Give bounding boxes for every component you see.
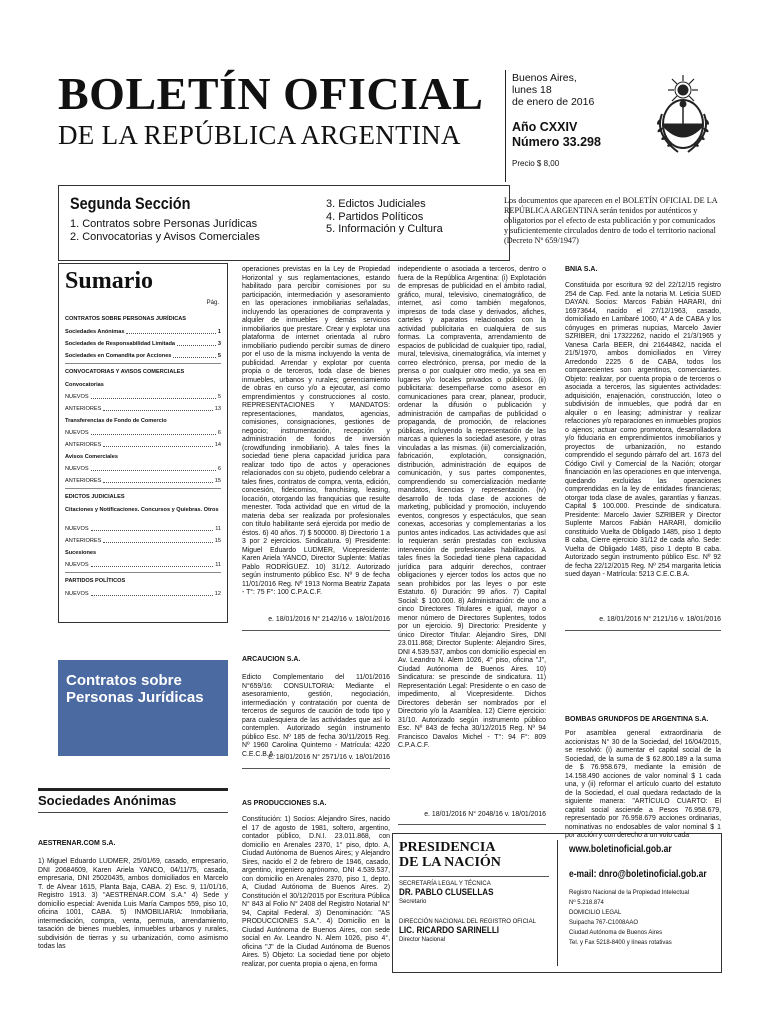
direccion-label: DIRECCIÓN NACIONAL DEL REGISTRO OFICIAL [399,919,536,925]
section-item: 3. Edictos Judiciales [326,198,426,210]
section-banner-line1: Contratos sobre [66,672,182,689]
article-body: independiente o asociada a terceros, dentro o fuera de la República Argentina: (i) Explotación de empresas de publicidad en el ámbito radial, gráfico, mural, televisivo, cinematográfico, de internet, así como también megafonos, impresos de toda clase y derivados, afiches, carteles y aparatos relacionados con la actividad publicitaria en cualquiera de sus formas. La compraventa, arrendamiento de espacios de publicidad de cualquier tipo, radial, mural, televisiva, cinematográfica, vía internet y correo electrónico, prensa, por medio de la prensa o por cualquier otro medio, ya sea en lugares y/o locales privados o públicos. (ii) publicitaria: desempeñarse como asesor en comunicaciones para crear, planear, producir, ordenar la difusión o publicación y administración de campañas de publicidad o propaganda, de promoción, de relaciones públicas, incluyendo la representación de las marcas a quienes la sociedad asesore, y otras vinculadas a las mismas. (iii) comercialización, fabricación, explotación, consignación, distribución, administración de equipos de comunicación, y sus partes componentes, comprendiendo su comercialización mediante mandatos, licencias y representación. (iv) desarrollo de toda clase de acciones de marketing, publicidad y promoción, incluyendo eventos, congresos y espectáculos, que sean conexas, accesorias y complementarias a los puntos antes indicados. Las actividades que así lo requieran serán prestadas con exclusiva intervención de profesionales habilitados. A tales fines la Sociedad tiene plena capacidad jurídica para adquirir derechos, contraer obligaciones y ejercer todos los actos que no sean prohibidos por las leyes o por este Estatuto. 6) Duración: 99 años. 7) Capital Social: $ 100.000. 8) Administración: de uno a cinco Directores Titulares e igual, mayor o menor número de Directores Suplentes, todos por un ejercicio. 9) Directorio: Presidente y único Director Titular: Alejandro Sires, DNI 23.011.868; Director Suplente: Alejandro Sires, DNI 4.539.537, ambos con domicilio especial en Av. Leandro N. Alem 1026, 4° piso, oficina "J", Ciudad Autónoma de Buenos Aires. 10) Sindicatura: se prescinde de sindicatura. 11) Representación Legal: Presidente o en caso de impedimento, al Vicepresidente. Dichos Directores deberán ser nombrados por el Directorio y/o la Asamblea. 12) Cierre ejercicio: 31/10. Autorizado según instrumento público Esc. Nº 843 de fecha 30/12/2015 Reg. Nº 94 Francisco Davalos Michel - T°: 94 F°: 809 C.P.A.C.F. [398,266,546,749]
section-title: Segunda Sección [70,194,191,213]
article-title: BNIA S.A. [565,266,598,273]
website-link[interactable]: www.boletinoficial.gob.ar [569,844,672,855]
leader-dots [126,329,215,334]
issue-place-line2: lunes 18 [512,84,552,96]
contact-line: Nº 5.218.874 [569,900,604,906]
leader-dots [103,538,212,543]
director-name: LIC. RICARDO SARINELLI [399,925,500,936]
sumario-entry-label: NUEVOS [65,394,89,400]
national-seal-icon [648,74,718,156]
sumario-page-number: 11 [215,526,221,532]
sumario-entry-label: Sociedades de Responsabilidad Limitada [65,341,176,347]
article-body: Edicto Complementario del 11/01/2016 N°659/16: CONSULTORIA: Mediante el asesoramiento, gestión, negociación, intermediación y contratación por cuenta de terceros de seguros de caución de todo tipo y para cualesquiera de las actividades que así lo contemplen. Autorizado según instrumento público Esc. Nº 185 de fecha 30/11/2015 Reg. Nº 1960 Carolina Quinterno - Matrícula: 4220 C.E.C.B.A. [242,674,390,758]
sumario-entry-label: NUEVOS [65,430,89,436]
issue-place-line1: Buenos Aires, [512,72,577,84]
article-title: BOMBAS GRUNDFOS DE ARGENTINA S.A. [565,716,709,723]
article-title: AESTRENAR.COM S.A. [38,840,116,847]
sumario-entry: Avisos Comerciales [65,454,118,460]
sumario-heading: CONTRATOS SOBRE PERSONAS JURÍDICAS [65,316,187,322]
sumario-entry[interactable] [65,341,221,348]
masthead-subtitle: DE LA REPÚBLICA ARGENTINA [58,120,461,150]
contact-info [569,844,717,948]
section-item: 1. Contratos sobre Personas Jurídicas [70,218,258,230]
article-rule [398,824,546,825]
article-signature: e. 18/01/2016 N° 2048/16 v. 18/01/2016 [424,811,546,818]
sumario-entry-label: ANTERIORES [65,406,102,412]
presidencia-separator [557,840,558,966]
sumario-entry-label: Sociedades en Comandita por Acciones [65,353,172,359]
article-body: Constitución: 1) Socios: Alejandro Sires, nacido el 17 de agosto de 1981, soltero, argentino, contador público, D.N.I. 23.011.868, con domicilio en Arenales 2370, 1° piso, dpto. A, Ciudad Autónoma de Buenos Aires; y Alejandro Sires, nacido el 2 de febrero de 1946, casado, argentino, ingeniero agrónomo, DNI 4.539.537, con domicilio en Arenales 2370, piso 1, depto. A, Ciudad Autónoma de Buenos Aires. 2) Constitución el 30/12/2015 por Escritura Pública N° 843 al Folio N° 2408 del Registro Notarial N° 94, Capital Federal. 3) Denominación: "AS PRODUCCIONES S.A.". 4) Domicilio en la Ciudad Autónoma de Buenos Aires, con sede social en Av. Leandro N. Alem 1026, piso 4°, oficina "J" de la Ciudad Autónoma de Buenos Aires. 5) Objeto: La sociedad tiene por objeto realizar, por cuenta propia o ajena, en forma [242,816,390,968]
sumario-entry[interactable] [65,353,221,360]
leader-dots [91,526,214,531]
sumario-entry-label: ANTERIORES [65,538,102,544]
article-signature: e. 18/01/2016 N° 2571/16 v. 18/01/2016 [268,754,390,761]
issue-year: Año CXXIV [512,120,578,134]
heading-rule [38,812,228,813]
presidencia-divider [399,876,549,877]
masthead-divider [505,70,506,182]
sumario-entry[interactable] [65,526,221,533]
section-list-right [326,198,443,236]
contact-line: Suipacha 767-C1008AAO [569,920,639,926]
secretario-role: Secretario [399,899,427,905]
sumario-entry: Sucesiones [65,550,97,556]
section-band [58,188,498,258]
sumario-page-label: Pág. [206,300,219,306]
contact-line: Registro Nacional de la Propiedad Intelectual [569,890,690,896]
leader-dots [91,466,216,471]
sumario-entry-label: NUEVOS [65,466,89,472]
leader-dots [103,442,212,447]
article-signature: e. 18/01/2016 N° 2142/16 v. 18/01/2016 [268,616,390,623]
section-banner [58,660,228,756]
sumario-entry[interactable] [65,329,221,336]
sumario-page-number: 11 [215,562,221,568]
director-role: Director Nacional [399,937,446,943]
sumario-rule [65,363,221,364]
secretario-name: DR. PABLO CLUSELLAS [399,887,494,898]
sumario-page-number: 15 [214,538,221,544]
leader-dots [91,562,214,567]
article-rule [242,768,390,769]
sumario-entry-label: NUEVOS [65,591,89,597]
sumario-entry[interactable] [65,466,221,473]
issue-price: Precio $ 8,00 [512,159,560,168]
presidencia-credits [399,840,549,943]
sumario-entry[interactable] [65,442,221,449]
legal-notice: Los documentos que aparecen en el BOLETÍN OFICIAL DE LA REPÚBLICA ARGENTINA serán tenidos por auténticos y obligatorios por el efecto de esta publicación y por comunicados y suficientemente circulados dentro de todo el territorio nacional (Decreto Nº 659/1947) [504,196,718,245]
sumario-page-number: 6 [217,466,221,472]
sumario-entry: Citaciones y Notificaciones. Concursos y Quiebras. Otros [65,507,219,513]
contact-line: Ciudad Autónoma de Buenos Aires [569,930,663,936]
sumario-heading: PARTIDOS POLÍTICOS [65,578,126,584]
sumario-entry[interactable] [65,538,221,545]
sumario-page-number: 15 [214,478,221,484]
sumario-entry[interactable] [65,430,221,437]
sumario-entry: Convocatorias [65,382,104,388]
sumario-title: Sumario [65,268,154,294]
section-item: 4. Partidos Políticos [326,210,424,223]
issue-number: Número 33.298 [512,135,601,149]
sumario-page-number: 5 [217,394,221,400]
article-body: Constituida por escritura 92 del 22/12/15 registro 254 de Cap. Fed. ante la notaria M. Leticia SUED DAYAN. Socios: Marcos Fabián HARARI, dni 16973644, nacido el 27/12/1963, casado, domiciliado en Lambaré 1060, 4° A de CABA y los cónyuges en primeras nupcias, Marcelo Javier SZRIBER, dni 17322262, nacido el 21/3/1965 y Vanesa Carla BEER, dni 21644842, nacida el 21/5/1970, ambos domiciliados en Virrey Arredondo 2225 6 de CABA, todos los comparecientes son argentinos, comerciantes. Objeto: realizar, por cuenta propia o de terceros o asociada a terceros, las siguientes actividades: adquisición, enajenación, construcción, loteo o subdivisión de inmuebles, que podrá dar en alquiler o en leasing; administrar y realizar refacciones y/o reparaciones en inmuebles propios o ajenos; actuar como promotora, desarrolladora y/o fiduciaria en emprendimientos inmobiliarios y proyectos de urbanización, no estando comprendido el segundo párrafo del art. 1673 del Código Civil y Comercial de la Nación; otorgar financiación en las operaciones en que intervenga, quedando excluidas las operaciones comprendidas en la ley de entidades financieras; otorgar toda clase de avales, garantías y fianzas. Capital $ 100.000. Prescinde de sindicatura. Presidente: Marcelo Javier SZRIBER y Director Suplente Marcos Fabián HARARI, domicilio constituido Vuelta de Obligado 1485, piso 1 depto B caba, Cierre ejercicio 31/12 de cada año. Sede: Vuelta de Obligado 1485, piso 1 depto B caba. Autorizado según instrumento público Esc. Nº 92 de fecha 22/12/2015 Reg. Nº 254 margarita leticia sued dayan - Matrícula: 5213 C.E.C.B.A. [565,282,721,578]
sumario-page-number: 12 [214,591,221,597]
sumario-entry: Transferencias de Fondo de Comercio [65,418,167,424]
sumario-page-number: 3 [217,341,221,347]
email-link[interactable]: e-mail: dnro@boletinoficial.gob.ar [569,869,707,880]
article-body: Por asamblea general extraordinaria de accionistas N° 30 de la Sociedad, del 16/04/2015, se resolvió: (i) aumentar el capital social de la Sociedad, de la suma de $ 62.800.189 a la suma de $ 76.958.679, mediante la emisión de 14.158.490 acciones de valor nominal $ 1 cada una, y (ii) reformar el artículo cuarto del estatuto de la Sociedad, el cual quedara redactado de la siguiente manera: "ARTÍCULO CUARTO: El capital social asciende a Pesos 76.958.679, representado por 76.958.679 acciones ordinarias, nominativas no endosables de valor nominal $ 1 por acción y con derecho a un voto cada [565,730,721,839]
issue-place-line3: de enero de 2016 [512,96,595,108]
sumario-page-number: 6 [217,430,221,436]
contact-details [569,888,717,948]
sumario-page-number: 1 [217,329,221,335]
sociedades-anonimas-heading: Sociedades Anónimas [38,793,177,808]
heading-rule [38,788,228,791]
sumario-rule [65,488,221,489]
section-item: 5. Información y Cultura [326,223,443,235]
sumario-entry-label: ANTERIORES [65,478,102,484]
article-rule [242,630,390,631]
sumario-entry[interactable] [65,591,221,598]
sumario-page-number: 14 [214,442,221,448]
sumario-heading: EDICTOS JUDICIALES [65,494,125,500]
leader-dots [173,353,215,358]
sumario-entry-label: ANTERIORES [65,442,102,448]
sumario-entry[interactable] [65,478,221,485]
sumario-entry[interactable] [65,394,221,401]
contact-line: DOMICILIO LEGAL [569,910,622,916]
sumario-entry-label: NUEVOS [65,562,89,568]
masthead-title: BOLETÍN OFICIAL [58,68,484,119]
secretaria-label: SECRETARÍA LEGAL Y TÉCNICA [399,881,491,887]
leader-dots [103,478,212,483]
leader-dots [91,430,216,435]
article-title: AS PRODUCCIONES S.A. [242,800,327,807]
section-list-left [70,218,260,243]
leader-dots [91,394,216,399]
article-body: operaciones previstas en la Ley de Propiedad Horizontal y sus reglamentaciones, estando habilitado para percibir comisiones por su participación, intermediación y asesoramiento en las operaciones inmobiliarias señaladas, incluyendo las operaciones de compraventa y alquiler de inmuebles y demás servicios inmobiliarios que prestare. Crear y explotar una plataforma de internet orientada al rubro inmobiliario pudiendo percibir sumas de dinero por el uso de la misma incluyendo la venta de publicidad. Arrendar y explotar por cuenta propia o de terceros, toda clase de bienes inmuebles, urbanos y rurales; gerenciamiento de obras en curso y/o a ejecutar, así como emprendimientos y construcciones al costo. REPRESENTACIONES Y MANDATOS: representaciones, mandatos, agencias, comisiones, consignaciones, gestiones de negocio; instrumentación, recepción y administración de fondos de inversión (crowdfunding inmobiliario). A tales fines la sociedad tiene plena capacidad jurídica para realizar todo tipo de actos y operaciones relacionados con su objeto, pudiendo celebrar a tales fines, contratos de compra, venta, edición, concesión, fideicomiso, franchising, leasing, locación, otorgando las franquicias que resulte menester. Toda actividad que en virtud de la materia deba ser realizada por profesionales con título habilitante será ejercida por medio de éstos. 6) 40 años. 7) $ 500000. 8) Directorio 1 a 3 por 2 ejercicios. Sindicatura. 9) Presidente: Miguel Eduardo LUDMER, Vicepresidente: Karen Ariela YANCO, Director Suplente: Matías Pablo RODRÍGUEZ. 10) 31/12. Autorizado según instrumento público Esc. Nº 9 de fecha 11/01/2016 Reg. Nº 1913 Norma Beatriz Zapata - T°: 75 F°: 100 C.P.A.C.F. [242,266,390,596]
sumario-entry[interactable] [65,406,221,413]
leader-dots [103,406,212,411]
sumario-page-number: 13 [214,406,221,412]
section-banner-line2: Personas Jurídicas [66,689,204,706]
contact-line: Tel. y Fax 5218-8400 y líneas rotativas [569,940,672,946]
presidencia-box [392,833,722,973]
presidencia-title-line1: PRESIDENCIA [399,840,496,855]
sumario-entry-label: NUEVOS [65,526,89,532]
sumario-box [58,263,228,623]
leader-dots [91,591,213,596]
sumario-entry-label: Sociedades Anónimas [65,329,125,335]
article-body: 1) Miguel Eduardo LUDMER, 25/01/69, casado, empresario, DNI 20684609, Karen Ariela YANCO, 04/11/75, casada, empresaria, DNI 25020435, ambos domiciliados en Marcelo T. de Alvear 1615, Planta Baja, CABA. 2) Esc. 9, 11/01/16, Registro 1913. 3) "AESTRENAR.COM S.A." 4) Sede y domicilio especial: Avenida Luis María Campos 559, piso 10, oficina 1001, CABA. 5) INMOBILIARIA: Inmobiliaria, intermediación, compra, venta, permuta, arrendamiento, tasación de bienes muebles, inmuebles urbanos y rurales, subdivisión de tierras y su urbanización, como asimismo todas las [38,858,228,950]
article-signature: e. 18/01/2016 N° 2121/16 v. 18/01/2016 [599,616,721,623]
article-title: ARCAUCION S.A. [242,656,301,663]
sumario-entry[interactable] [65,562,221,569]
sumario-heading: CONVOCATORIAS Y AVISOS COMERCIALES [65,369,185,375]
leader-dots [177,341,216,346]
issue-info [512,72,642,182]
masthead [58,70,503,180]
sumario-rule [65,572,221,573]
article-rule [565,630,721,631]
section-item: 2. Convocatorias y Avisos Comerciales [70,230,260,243]
presidencia-title-line2: DE LA NACIÓN [399,855,501,870]
sumario-page-number: 5 [217,353,221,359]
